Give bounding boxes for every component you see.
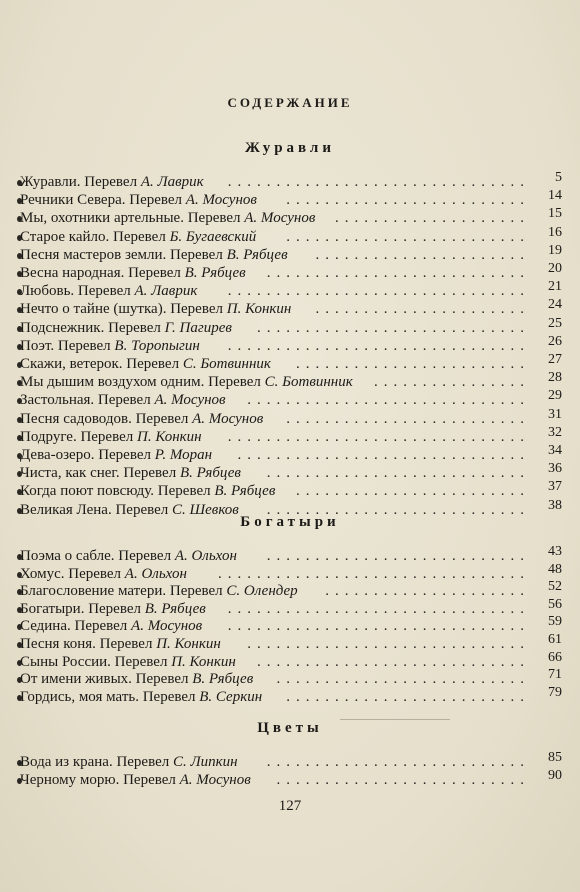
- entry-translator: А. Лаврик: [140, 174, 204, 190]
- entry-title: Журавли. Перевел: [20, 174, 138, 190]
- entry-text: [20, 390, 226, 410]
- entry-page: 37: [548, 479, 562, 495]
- entry-title: Сыны России. Перевел: [20, 653, 168, 670]
- entry-title: Старое кайло. Перевел: [20, 228, 166, 245]
- entry-title: Поэт. Перевел: [20, 337, 111, 354]
- entry-title: Дева-озеро. Перевел: [20, 447, 151, 463]
- dot-leader: ...............................: [227, 618, 530, 635]
- entry-translator: А. Мосунов: [185, 192, 257, 209]
- entry-page: 5: [555, 170, 562, 185]
- contents-entry: [14, 406, 570, 429]
- contents-entry: [14, 190, 570, 210]
- entry-translator: В. Рябцев: [192, 671, 254, 688]
- entry-page: 38: [548, 497, 562, 513]
- dot-leader: .............................: [247, 392, 530, 409]
- entry-text: [20, 336, 200, 356]
- entry-title: Гордись, моя мать. Перевел: [20, 688, 196, 705]
- entry-page: 27: [548, 352, 562, 367]
- dot-leader: .........................: [286, 688, 530, 705]
- entry-translator: В. Серкин: [199, 688, 263, 705]
- entry-text: [20, 500, 239, 520]
- entry-page: 25: [548, 315, 562, 331]
- entry-text: [20, 752, 238, 772]
- entry-title: Скажи, ветерок. Перевел: [20, 356, 180, 372]
- entry-title: Богатыри. Перевел: [20, 600, 141, 617]
- entry-text: [20, 318, 232, 338]
- entry-page: 21: [548, 279, 562, 295]
- contents-entry: [14, 752, 570, 772]
- dot-leader: ......................: [315, 246, 530, 263]
- dot-leader: ............................: [257, 319, 530, 336]
- entry-page: 90: [548, 768, 562, 783]
- entry-page: 32: [548, 424, 562, 440]
- dot-leader: .....................: [325, 583, 530, 600]
- entry-title: Песня садоводов. Перевел: [20, 410, 189, 427]
- dot-leader: .........................: [286, 228, 530, 245]
- entry-title: Нечто о тайне (шутка). Перевел: [20, 301, 223, 318]
- dot-leader: .............................: [247, 636, 530, 652]
- contents-entry: [14, 372, 570, 392]
- entry-translator: А. Мосунов: [154, 392, 226, 409]
- entry-title: Мы, охотники артельные. Перевел: [20, 210, 241, 227]
- entry-translator: Б. Бугаевский: [169, 228, 257, 245]
- dot-leader: ................................: [218, 565, 530, 582]
- entry-page: 26: [548, 333, 562, 349]
- entry-translator: А. Лаврик: [134, 283, 198, 300]
- entry-translator: П. Конкин: [156, 636, 221, 652]
- entry-text: [20, 227, 256, 247]
- entry-page: 20: [548, 261, 562, 276]
- entry-title: Застольная. Перевел: [20, 392, 151, 409]
- entry-title: Седина. Перевел: [20, 618, 128, 635]
- contents-entry: [14, 497, 570, 520]
- entry-title: От имени живых. Перевел: [20, 671, 189, 688]
- entry-text: [20, 463, 241, 483]
- entry-page: 61: [548, 632, 562, 647]
- contents-entry: [14, 333, 570, 356]
- contents-title: СОДЕРЖАНИЕ: [227, 95, 353, 110]
- entry-translator: С. Ботвинник: [264, 374, 353, 391]
- entry-page: 31: [548, 406, 562, 422]
- entry-page: 66: [548, 649, 562, 665]
- dot-leader: ...............................: [227, 174, 530, 190]
- dot-leader: ...........................: [266, 501, 530, 518]
- entry-text: [20, 770, 251, 790]
- entry-translator: А. Ольхон: [124, 565, 187, 582]
- entry-translator: С. Олендер: [226, 583, 298, 600]
- entry-page: 28: [548, 370, 562, 386]
- entry-title: Великая Лена. Перевел: [20, 501, 169, 518]
- dot-leader: ........................: [296, 356, 530, 372]
- entry-title: Речники Севера. Перевел: [20, 192, 183, 209]
- entry-text: [20, 208, 315, 228]
- contents-entry: [14, 390, 570, 410]
- entry-page: 34: [548, 443, 562, 458]
- entry-text: [20, 409, 263, 429]
- entry-page: 36: [548, 461, 562, 477]
- dot-leader: ...............................: [227, 600, 530, 617]
- dot-leader: ............................: [257, 653, 530, 670]
- entry-translator: В. Торопыгин: [114, 337, 200, 354]
- entry-page: 43: [548, 544, 562, 559]
- entry-text: [20, 354, 271, 374]
- dot-leader: ...........................: [266, 548, 530, 564]
- entry-translator: В. Рябцев: [184, 265, 246, 281]
- entry-translator: Р. Моран: [154, 447, 213, 463]
- section-heading: Богатыри: [240, 514, 340, 530]
- contents-entry: [14, 481, 570, 501]
- entry-title: Песня мастеров земли. Перевел: [20, 246, 223, 263]
- entry-page: 56: [548, 596, 562, 612]
- entry-title: Весна народная. Перевел: [20, 265, 181, 281]
- dot-leader: ....................: [335, 210, 530, 227]
- entry-translator: В. Рябцев: [226, 246, 288, 263]
- entry-text: [20, 372, 353, 392]
- contents-entry: [14, 242, 570, 265]
- dot-leader: ...........................: [266, 754, 530, 770]
- contents-entry: [14, 445, 570, 465]
- entry-title: Песня коня. Перевел: [20, 636, 153, 652]
- entry-page: 59: [548, 614, 562, 630]
- entry-text: [20, 299, 291, 319]
- contents-entry: [14, 208, 570, 228]
- entry-text: [20, 172, 204, 192]
- entry-translator: П. Конкин: [136, 428, 202, 445]
- entry-page: 48: [548, 561, 562, 577]
- entry-text: [20, 245, 288, 265]
- entry-text: [20, 190, 257, 210]
- contents-entry: [14, 770, 570, 790]
- entry-title: Вода из крана. Перевел: [20, 754, 170, 770]
- entry-translator: С. Липкин: [172, 754, 238, 770]
- dot-leader: ...............................: [227, 428, 530, 445]
- entry-translator: В. Рябцев: [144, 600, 206, 617]
- entry-page: 19: [548, 242, 562, 258]
- dot-leader: ..........................: [276, 671, 530, 688]
- contents-entry: [14, 299, 570, 319]
- contents-entry: [14, 354, 570, 374]
- dot-leader: ...............................: [227, 283, 530, 300]
- entry-title: Мы дышим воздухом одним. Перевел: [20, 374, 261, 391]
- entry-translator: А. Мосунов: [244, 210, 316, 227]
- contents-entry: [14, 281, 570, 301]
- entry-title: Чиста, как снег. Перевел: [20, 465, 177, 482]
- entry-translator: П. Конкин: [226, 301, 292, 318]
- contents-entry: [14, 172, 570, 192]
- contents-entry: [14, 424, 570, 447]
- entry-page: 16: [548, 224, 562, 240]
- entry-translator: В. Рябцев: [179, 465, 241, 482]
- section-heading: Журавли: [245, 140, 335, 156]
- entry-translator: А. Мосунов: [192, 410, 264, 427]
- entry-page: 24: [548, 297, 562, 313]
- entry-title: Любовь. Перевел: [20, 283, 131, 300]
- dot-leader: ..........................: [276, 772, 530, 788]
- entry-text: [20, 281, 197, 301]
- dot-leader: .........................: [286, 410, 530, 427]
- entry-page: 14: [548, 188, 562, 204]
- entry-translator: С. Шевков: [172, 501, 239, 518]
- entry-title: Хомус. Перевел: [20, 565, 122, 582]
- entry-title: Благословение матери. Перевел: [20, 583, 223, 600]
- entry-text: [20, 481, 275, 501]
- entry-translator: А. Мосунов: [131, 618, 203, 635]
- entry-title: Подруге. Перевел: [20, 428, 134, 445]
- dot-leader: ........................: [296, 483, 530, 500]
- dot-leader: ..............................: [237, 447, 530, 463]
- entry-translator: Г. Пагирев: [164, 319, 232, 336]
- entry-title: Когда поют повсюду. Перевел: [20, 483, 211, 500]
- dot-leader: ...........................: [266, 465, 530, 482]
- entry-page: 71: [548, 667, 562, 683]
- entry-text: [20, 445, 212, 465]
- contents-entry: [14, 684, 570, 707]
- dot-leader: ................: [374, 374, 530, 391]
- entry-translator: А. Ольхон: [174, 548, 237, 564]
- entry-page: 79: [548, 684, 562, 700]
- dot-leader: ...........................: [266, 265, 530, 281]
- section-heading: Цветы: [257, 720, 323, 736]
- page-number: 127: [278, 798, 302, 814]
- entry-translator: С. Ботвинник: [182, 356, 271, 372]
- entry-page: 15: [548, 206, 562, 222]
- entry-translator: В. Рябцев: [214, 483, 276, 500]
- entry-text: [20, 427, 202, 447]
- entry-title: Черному морю. Перевел: [20, 772, 176, 788]
- contents-entry: [14, 263, 570, 283]
- entry-page: 52: [548, 579, 562, 595]
- entry-page: 85: [548, 750, 562, 765]
- contents-entry: [14, 224, 570, 247]
- contents-entry: [14, 463, 570, 483]
- entry-text: [20, 263, 246, 283]
- dot-leader: ...............................: [227, 337, 530, 354]
- entry-page: 29: [548, 388, 562, 404]
- entry-title: Поэма о сабле. Перевел: [20, 548, 172, 564]
- entry-title: Подснежник. Перевел: [20, 319, 161, 336]
- entry-translator: П. Конкин: [171, 653, 236, 670]
- entry-text: [20, 687, 262, 707]
- dot-leader: ......................: [315, 301, 530, 318]
- entry-translator: А. Мосунов: [179, 772, 251, 788]
- contents-entry: [14, 315, 570, 338]
- dot-leader: .........................: [286, 192, 530, 209]
